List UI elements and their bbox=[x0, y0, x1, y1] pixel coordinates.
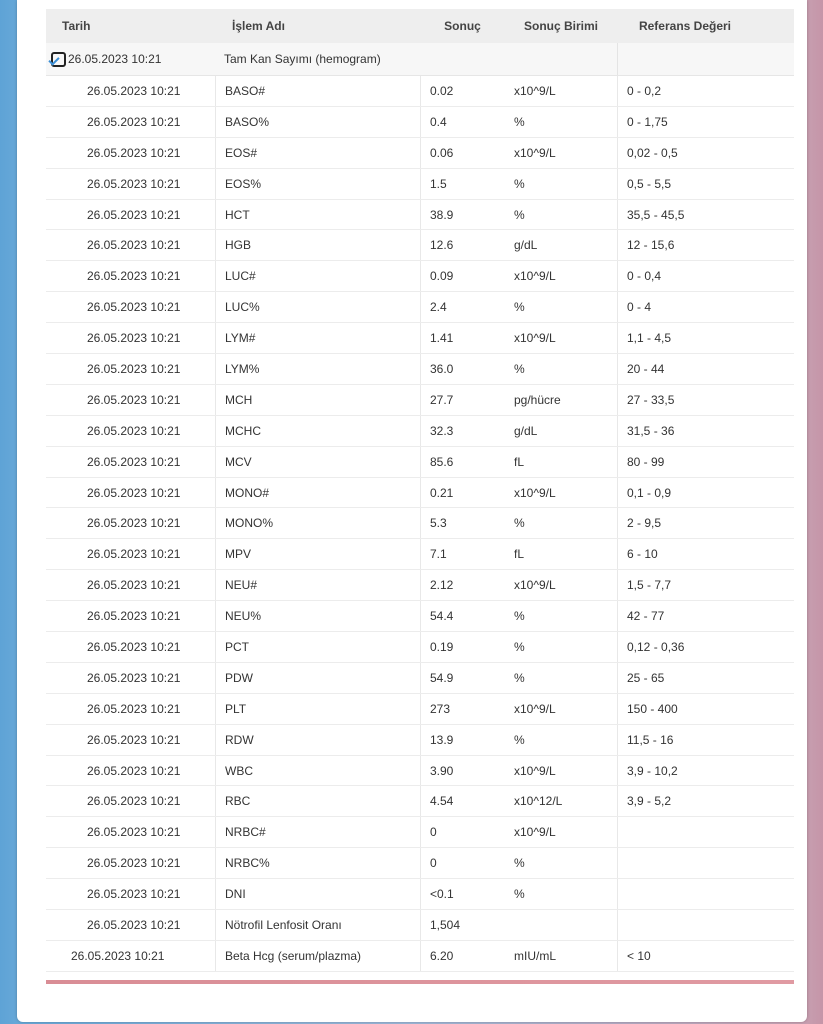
row-date: 26.05.2023 10:21 bbox=[87, 114, 181, 129]
row-name: LUC% bbox=[215, 292, 420, 322]
table-row[interactable] bbox=[46, 539, 794, 570]
row-reference: 0,5 - 5,5 bbox=[617, 169, 753, 199]
footer-divider bbox=[46, 980, 794, 984]
header-unit[interactable]: Sonuç Birimi bbox=[523, 19, 598, 33]
row-result: 5.3 bbox=[420, 508, 505, 538]
row-reference: 12 - 15,6 bbox=[617, 230, 753, 260]
row-unit: g/dL bbox=[514, 238, 538, 253]
row-unit: fL bbox=[514, 454, 525, 469]
row-date: 26.05.2023 10:21 bbox=[87, 83, 181, 98]
row-date: 26.05.2023 10:21 bbox=[87, 639, 181, 654]
row-unit bbox=[505, 910, 617, 940]
row-unit: % bbox=[514, 361, 525, 376]
results-table bbox=[46, 9, 794, 972]
row-date: 26.05.2023 10:21 bbox=[87, 238, 181, 253]
table-row[interactable] bbox=[46, 508, 794, 539]
row-reference: 0,12 - 0,36 bbox=[617, 632, 753, 662]
row-name: NRBC# bbox=[215, 817, 420, 847]
row-result: <0.1 bbox=[420, 879, 505, 909]
table-row[interactable] bbox=[46, 416, 794, 447]
row-result: 273 bbox=[420, 694, 505, 724]
row-unit: % bbox=[514, 609, 525, 624]
row-unit: x10^9/L bbox=[514, 763, 556, 778]
row-unit: % bbox=[514, 887, 525, 902]
row-result: 1.5 bbox=[420, 169, 505, 199]
table-row[interactable] bbox=[46, 725, 794, 756]
row-result: 54.4 bbox=[420, 601, 505, 631]
table-row[interactable] bbox=[46, 632, 794, 663]
row-date: 26.05.2023 10:21 bbox=[87, 794, 181, 809]
group-name: Tam Kan Sayımı (hemogram) bbox=[224, 52, 381, 66]
row-result: 0.06 bbox=[420, 138, 505, 168]
table-row-beta-hcg[interactable] bbox=[46, 941, 794, 972]
row-reference: 0,1 - 0,9 bbox=[617, 478, 753, 508]
row-date: 26.05.2023 10:21 bbox=[87, 547, 181, 562]
row-result: 12.6 bbox=[420, 230, 505, 260]
row-reference: 27 - 33,5 bbox=[617, 385, 753, 415]
row-date: 26.05.2023 10:21 bbox=[87, 361, 181, 376]
row-result: 0.09 bbox=[420, 261, 505, 291]
row-name: NEU% bbox=[215, 601, 420, 631]
table-row[interactable] bbox=[46, 756, 794, 787]
row-unit: fL bbox=[514, 547, 525, 562]
row-date: 26.05.2023 10:21 bbox=[87, 856, 181, 871]
result-rows bbox=[46, 76, 794, 941]
row-date: 26.05.2023 10:21 bbox=[87, 516, 181, 531]
row-result: 36.0 bbox=[420, 354, 505, 384]
row-reference: 25 - 65 bbox=[617, 663, 753, 693]
table-row[interactable] bbox=[46, 817, 794, 848]
row-name: NEU# bbox=[215, 570, 420, 600]
row-unit: % bbox=[514, 207, 525, 222]
row-date: 26.05.2023 10:21 bbox=[87, 392, 181, 407]
row-unit: % bbox=[514, 516, 525, 531]
table-row[interactable] bbox=[46, 200, 794, 231]
row-reference: 0 - 1,75 bbox=[617, 107, 753, 137]
row-reference: 80 - 99 bbox=[617, 447, 753, 477]
row-unit: pg/hücre bbox=[514, 392, 561, 407]
row-name: LYM% bbox=[215, 354, 420, 384]
row-name: EOS# bbox=[215, 138, 420, 168]
row-unit: % bbox=[514, 856, 525, 871]
row-reference: 31,5 - 36 bbox=[617, 416, 753, 446]
row-result: 85.6 bbox=[420, 447, 505, 477]
table-row[interactable] bbox=[46, 570, 794, 601]
row-result: 0.19 bbox=[420, 632, 505, 662]
row-name: NRBC% bbox=[215, 848, 420, 878]
row-unit: % bbox=[514, 176, 525, 191]
checkbox-toggle-icon[interactable] bbox=[51, 52, 66, 67]
row-date: 26.05.2023 10:21 bbox=[87, 176, 181, 191]
row-name: Beta Hcg (serum/plazma) bbox=[215, 941, 420, 971]
row-result: 0.21 bbox=[420, 478, 505, 508]
row-result: 0 bbox=[420, 848, 505, 878]
row-result: 4.54 bbox=[420, 786, 505, 816]
row-unit: g/dL bbox=[514, 423, 538, 438]
table-row[interactable] bbox=[46, 323, 794, 354]
row-date: 26.05.2023 10:21 bbox=[87, 423, 181, 438]
table-row[interactable] bbox=[46, 663, 794, 694]
table-row[interactable] bbox=[46, 848, 794, 879]
row-name: DNI bbox=[215, 879, 420, 909]
group-date: 26.05.2023 10:21 bbox=[68, 52, 162, 66]
row-reference: 150 - 400 bbox=[617, 694, 753, 724]
row-reference: 11,5 - 16 bbox=[617, 725, 753, 755]
row-date: 26.05.2023 10:21 bbox=[87, 825, 181, 840]
row-reference: 35,5 - 45,5 bbox=[617, 200, 753, 230]
table-row[interactable] bbox=[46, 694, 794, 725]
row-result: 13.9 bbox=[420, 725, 505, 755]
row-unit: x10^9/L bbox=[514, 83, 556, 98]
row-result: 2.12 bbox=[420, 570, 505, 600]
row-name: PCT bbox=[215, 632, 420, 662]
row-result: 32.3 bbox=[420, 416, 505, 446]
row-reference: 1,1 - 4,5 bbox=[617, 323, 753, 353]
row-date: 26.05.2023 10:21 bbox=[87, 300, 181, 315]
row-reference: 42 - 77 bbox=[617, 601, 753, 631]
header-result[interactable]: Sonuç bbox=[444, 19, 481, 33]
table-row[interactable] bbox=[46, 169, 794, 200]
row-result: 2.4 bbox=[420, 292, 505, 322]
row-name: LYM# bbox=[215, 323, 420, 353]
row-unit: % bbox=[514, 114, 525, 129]
row-unit: x10^9/L bbox=[514, 578, 556, 593]
row-name: HCT bbox=[215, 200, 420, 230]
row-result: 7.1 bbox=[420, 539, 505, 569]
row-reference bbox=[617, 910, 753, 940]
row-result: 0 bbox=[420, 817, 505, 847]
row-date: 26.05.2023 10:21 bbox=[87, 269, 181, 284]
row-result: 38.9 bbox=[420, 200, 505, 230]
table-row[interactable] bbox=[46, 786, 794, 817]
row-name: LUC# bbox=[215, 261, 420, 291]
row-date: 26.05.2023 10:21 bbox=[87, 485, 181, 500]
row-unit: x10^9/L bbox=[514, 331, 556, 346]
row-reference: 0 - 4 bbox=[617, 292, 753, 322]
group-row-hemogram[interactable] bbox=[46, 43, 794, 76]
row-date: 26.05.2023 10:21 bbox=[87, 670, 181, 685]
row-result: 3.90 bbox=[420, 756, 505, 786]
row-result: 6.20 bbox=[420, 941, 505, 971]
row-name: PLT bbox=[215, 694, 420, 724]
row-name: MONO# bbox=[215, 478, 420, 508]
row-date: 26.05.2023 10:21 bbox=[87, 145, 181, 160]
row-unit: % bbox=[514, 670, 525, 685]
row-date: 26.05.2023 10:21 bbox=[87, 331, 181, 346]
row-name: MPV bbox=[215, 539, 420, 569]
row-reference bbox=[617, 817, 753, 847]
row-date: 26.05.2023 10:21 bbox=[87, 732, 181, 747]
row-result: 0.02 bbox=[420, 76, 505, 106]
table-row[interactable] bbox=[46, 107, 794, 138]
row-name: WBC bbox=[215, 756, 420, 786]
row-reference: 3,9 - 10,2 bbox=[617, 756, 753, 786]
row-date: 26.05.2023 10:21 bbox=[87, 609, 181, 624]
row-reference: 0 - 0,2 bbox=[617, 76, 753, 106]
row-unit: x10^12/L bbox=[514, 794, 563, 809]
table-row[interactable] bbox=[46, 230, 794, 261]
row-name: BASO% bbox=[215, 107, 420, 137]
table-row[interactable] bbox=[46, 354, 794, 385]
row-reference: 0,02 - 0,5 bbox=[617, 138, 753, 168]
row-name: HGB bbox=[215, 230, 420, 260]
row-date: 26.05.2023 10:21 bbox=[87, 207, 181, 222]
row-reference bbox=[617, 848, 753, 878]
results-panel bbox=[17, 0, 807, 1022]
row-date: 26.05.2023 10:21 bbox=[87, 701, 181, 716]
table-row[interactable] bbox=[46, 601, 794, 632]
table-header bbox=[46, 9, 794, 43]
row-unit: % bbox=[514, 732, 525, 747]
row-unit: mIU/mL bbox=[514, 948, 556, 963]
row-date: 26.05.2023 10:21 bbox=[87, 887, 181, 902]
row-reference: 20 - 44 bbox=[617, 354, 753, 384]
row-reference: 1,5 - 7,7 bbox=[617, 570, 753, 600]
table-row[interactable] bbox=[46, 385, 794, 416]
row-date: 26.05.2023 10:21 bbox=[87, 578, 181, 593]
header-reference[interactable]: Referans Değeri bbox=[638, 19, 732, 33]
row-unit: x10^9/L bbox=[514, 701, 556, 716]
row-name: BASO# bbox=[215, 76, 420, 106]
header-name[interactable]: İşlem Adı bbox=[232, 19, 285, 33]
row-unit: % bbox=[514, 639, 525, 654]
row-result: 1,504 bbox=[420, 910, 505, 940]
row-date: 26.05.2023 10:21 bbox=[87, 454, 181, 469]
table-row[interactable] bbox=[46, 478, 794, 509]
table-row[interactable] bbox=[46, 447, 794, 478]
row-unit: x10^9/L bbox=[514, 269, 556, 284]
row-reference bbox=[617, 879, 753, 909]
table-row[interactable] bbox=[46, 261, 794, 292]
row-reference: 2 - 9,5 bbox=[617, 508, 753, 538]
row-result: 1.41 bbox=[420, 323, 505, 353]
row-result: 0.4 bbox=[420, 107, 505, 137]
row-result: 27.7 bbox=[420, 385, 505, 415]
row-name: Nötrofil Lenfosit Oranı bbox=[215, 910, 420, 940]
row-name: MCH bbox=[215, 385, 420, 415]
row-name: MCHC bbox=[215, 416, 420, 446]
row-reference: < 10 bbox=[617, 941, 753, 971]
row-name: RBC bbox=[215, 786, 420, 816]
table-row[interactable] bbox=[46, 292, 794, 323]
table-row[interactable] bbox=[46, 138, 794, 169]
row-unit: x10^9/L bbox=[514, 485, 556, 500]
table-row[interactable] bbox=[46, 910, 794, 941]
row-date: 26.05.2023 10:21 bbox=[71, 948, 165, 963]
row-reference: 0 - 0,4 bbox=[617, 261, 753, 291]
row-unit: % bbox=[514, 300, 525, 315]
header-date[interactable]: Tarih bbox=[62, 19, 91, 33]
table-row[interactable] bbox=[46, 879, 794, 910]
row-date: 26.05.2023 10:21 bbox=[87, 917, 181, 932]
row-name: RDW bbox=[215, 725, 420, 755]
row-unit: x10^9/L bbox=[514, 145, 556, 160]
row-unit: x10^9/L bbox=[514, 825, 556, 840]
table-row[interactable] bbox=[46, 76, 794, 107]
row-name: EOS% bbox=[215, 169, 420, 199]
row-result: 54.9 bbox=[420, 663, 505, 693]
row-reference: 3,9 - 5,2 bbox=[617, 786, 753, 816]
row-name: MONO% bbox=[215, 508, 420, 538]
row-name: PDW bbox=[215, 663, 420, 693]
row-date: 26.05.2023 10:21 bbox=[87, 763, 181, 778]
row-name: MCV bbox=[215, 447, 420, 477]
row-reference: 6 - 10 bbox=[617, 539, 753, 569]
